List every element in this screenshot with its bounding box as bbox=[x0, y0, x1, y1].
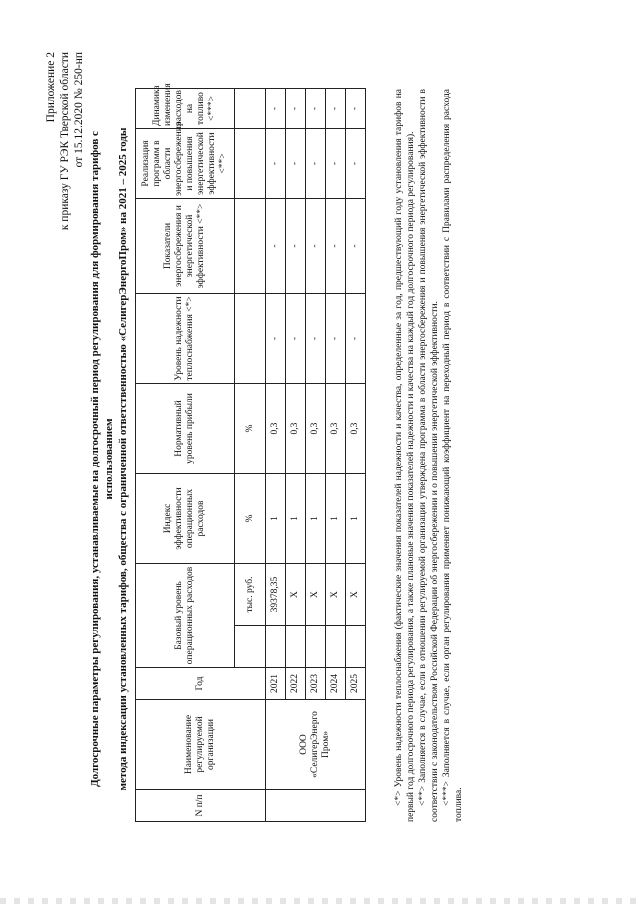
cell-base: 39378,35 bbox=[266, 564, 286, 626]
cell-dynamics: - bbox=[266, 89, 286, 129]
cell-reliability: - bbox=[326, 294, 346, 384]
unit-empty bbox=[235, 626, 266, 668]
cell-empty bbox=[326, 626, 346, 668]
cell-base: Х bbox=[326, 564, 346, 626]
document-title bbox=[88, 94, 130, 824]
cell-dynamics: - bbox=[306, 89, 326, 129]
table-row bbox=[266, 89, 286, 822]
cell-energy: - bbox=[266, 199, 286, 294]
footnote-2: <**> Заполняется в случае, если в отношении регулируемой организации утверждена программа в области энергосбережения и повышения энергетической эффективности в соответствии с законодательством Российской Федерации об энергосбережении и о повышении энергетической эффективности. bbox=[418, 89, 440, 822]
unit-energy bbox=[235, 199, 266, 294]
appendix-order-date: от 15.12.2020 № 250-нп bbox=[73, 52, 85, 168]
cell-profit: 0,3 bbox=[306, 384, 326, 474]
title-line-2: метода индексации установленных тарифов, общества с ограниченной ответственностью «СелигерЭнергоПром» на 2021 – 2025 годы bbox=[117, 127, 129, 791]
unit-dynamics bbox=[235, 89, 266, 129]
cell-year: 2022 bbox=[286, 668, 306, 700]
header-org: Наименование регулируемой организации bbox=[136, 700, 266, 790]
cell-dynamics: - bbox=[346, 89, 366, 129]
cell-index: 1 bbox=[326, 474, 346, 564]
cell-base: Х bbox=[286, 564, 306, 626]
cell-num bbox=[266, 790, 366, 822]
cell-profit: 0,3 bbox=[266, 384, 286, 474]
cell-index: 1 bbox=[306, 474, 326, 564]
cell-dynamics: - bbox=[326, 89, 346, 129]
cell-base: Х bbox=[306, 564, 326, 626]
header-year: Год bbox=[136, 668, 266, 700]
header-profit: Нормативный уровень прибыли bbox=[136, 384, 235, 474]
cell-energy: - bbox=[346, 199, 366, 294]
appendix-number: Приложение 2 bbox=[45, 52, 57, 123]
cell-year: 2021 bbox=[266, 668, 286, 700]
cell-index: 1 bbox=[346, 474, 366, 564]
cell-index: 1 bbox=[286, 474, 306, 564]
table-header-row bbox=[136, 89, 235, 822]
cell-program: - bbox=[266, 129, 286, 199]
header-base: Базовый уровень операционных расходов bbox=[136, 564, 235, 668]
unit-profit: % bbox=[235, 384, 266, 474]
footnotes bbox=[393, 89, 465, 822]
cell-profit: 0,3 bbox=[286, 384, 306, 474]
cell-org-name: ООО «СелигерЭнерго Пром» bbox=[266, 700, 366, 790]
unit-program bbox=[235, 129, 266, 199]
cell-reliability: - bbox=[286, 294, 306, 384]
cell-year: 2025 bbox=[346, 668, 366, 700]
cell-profit: 0,3 bbox=[346, 384, 366, 474]
cell-reliability: - bbox=[346, 294, 366, 384]
cell-year: 2023 bbox=[306, 668, 326, 700]
cell-program: - bbox=[346, 129, 366, 199]
header-num: N п/п bbox=[136, 790, 266, 822]
cell-energy: - bbox=[326, 199, 346, 294]
cell-empty bbox=[346, 626, 366, 668]
cell-reliability: - bbox=[306, 294, 326, 384]
cell-reliability: - bbox=[266, 294, 286, 384]
cell-energy: - bbox=[286, 199, 306, 294]
footnote-1: <*> Уровень надежности теплоснабжения (фактические значения показателей надежности и качества, определенные за год, предшествующий году установления тарифов на первый год долгосрочного периода регулирования, а также плановые значения показателей надежности и качества на каждый год долгосрочного периода регулирования). bbox=[394, 89, 416, 822]
cell-program: - bbox=[306, 129, 326, 199]
header-dynamics: Динамика изменения расходов на топливо <***> bbox=[136, 89, 235, 129]
cell-program: - bbox=[286, 129, 306, 199]
cell-empty bbox=[286, 626, 306, 668]
cell-base: Х bbox=[346, 564, 366, 626]
cell-profit: 0,3 bbox=[326, 384, 346, 474]
cell-index: 1 bbox=[266, 474, 286, 564]
footnote-3: <***> Заполняется в случае, если орган регулирования применяет понижающий коэффициент на переходный период в соответствии с Правилами распределения расхода топлива. bbox=[442, 89, 464, 822]
cell-empty bbox=[266, 626, 286, 668]
title-line-1: Долгосрочные параметры регулирования, устанавливаемые на долгосрочный период регулирования для формирования тарифов с использованием bbox=[89, 131, 115, 787]
header-energy-indicators: Показатели энергосбережения и энергетической эффективности <**> bbox=[136, 199, 235, 294]
unit-base: тыс. руб. bbox=[235, 564, 266, 626]
appendix-order-ref: к приказу ГУ РЭК Тверской области bbox=[59, 52, 71, 231]
header-reliability: Уровень надежности теплоснабжения <*> bbox=[136, 294, 235, 384]
cell-program: - bbox=[326, 129, 346, 199]
header-index: Индекс эффективности операционных расходов bbox=[136, 474, 235, 564]
cell-year: 2024 bbox=[326, 668, 346, 700]
cell-empty bbox=[306, 626, 326, 668]
unit-index: % bbox=[235, 474, 266, 564]
unit-reliability bbox=[235, 294, 266, 384]
cell-dynamics: - bbox=[286, 89, 306, 129]
scan-artifact-edge bbox=[0, 898, 639, 904]
appendix-header bbox=[44, 52, 86, 332]
cell-energy: - bbox=[306, 199, 326, 294]
header-program: Реализация программ в области энергосбережения и повышения энергетической эффективности <**> bbox=[136, 129, 235, 199]
parameters-table bbox=[135, 83, 366, 822]
